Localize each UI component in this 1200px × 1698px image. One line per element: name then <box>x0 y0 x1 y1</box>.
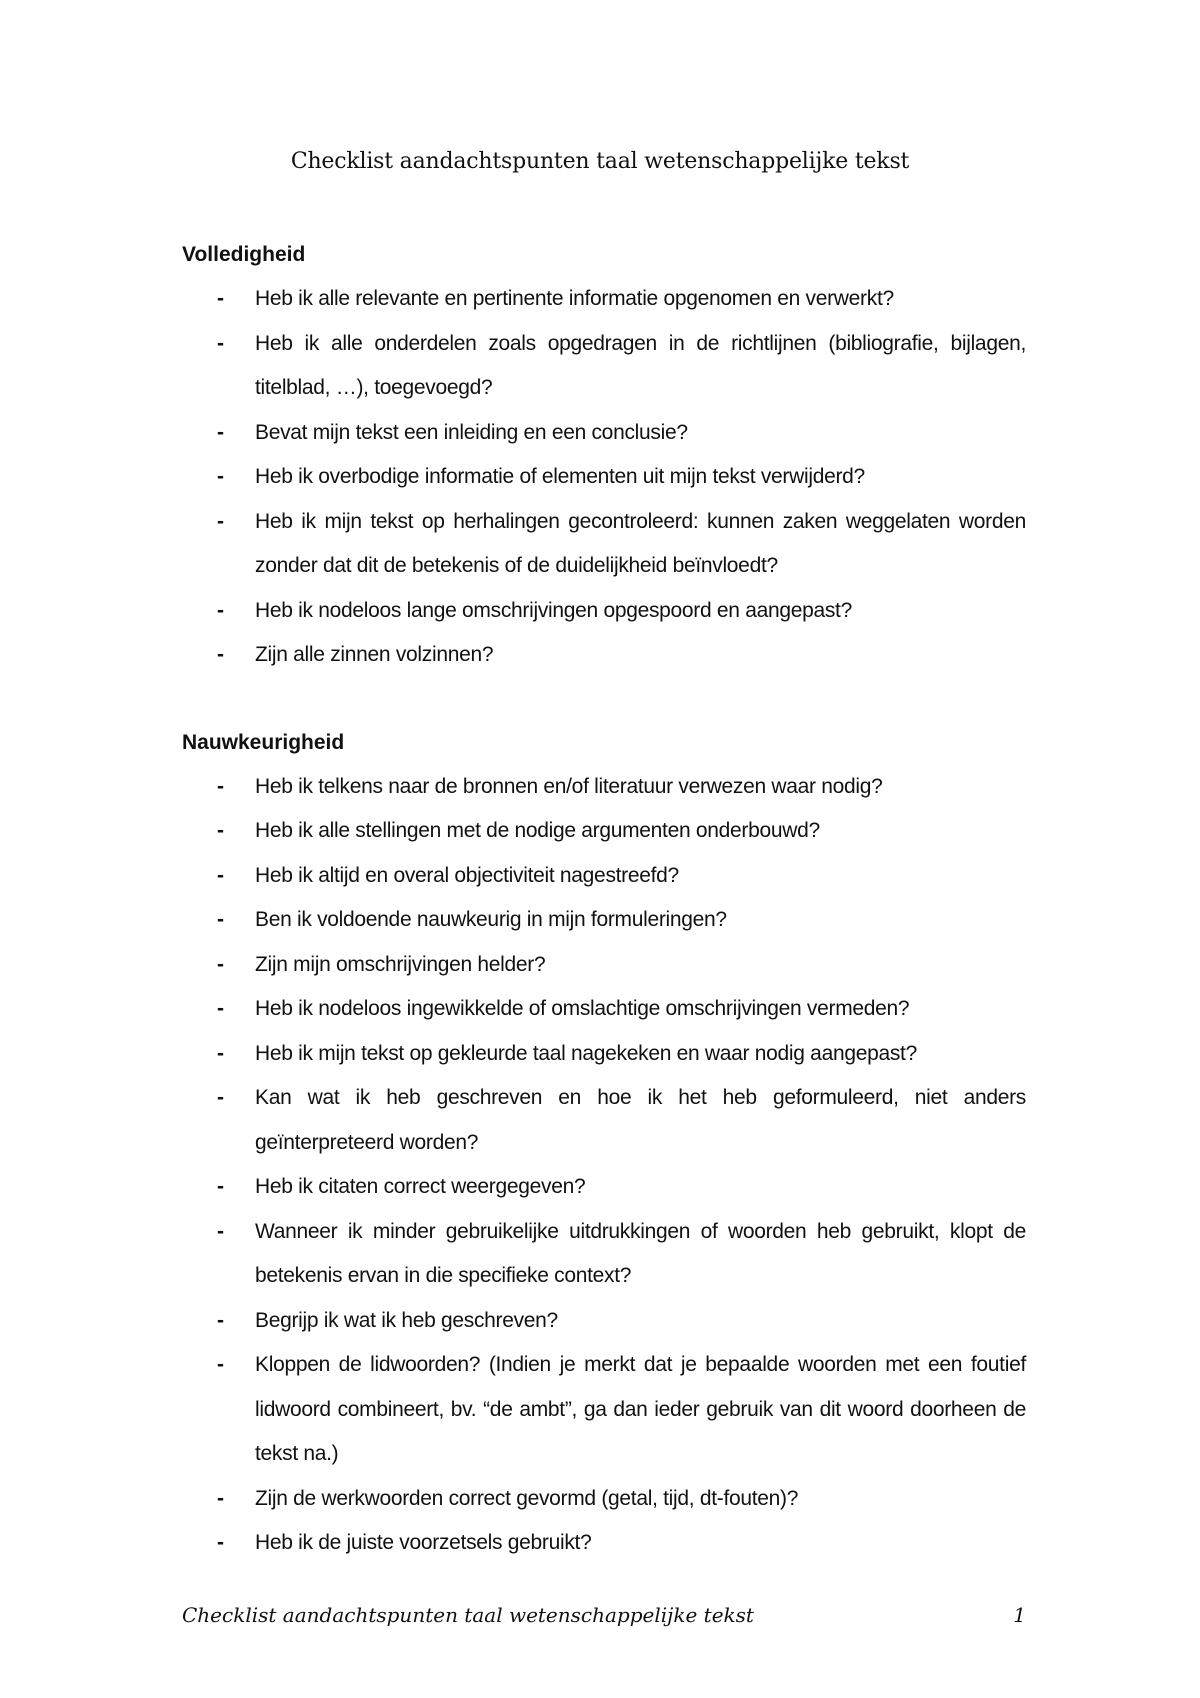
checklist-item <box>182 1343 1026 1477</box>
checklist-item-text: Zijn de werkwoorden correct gevormd (getal, tijd, dt-fouten)? <box>255 1486 799 1510</box>
checklist-item-text: Heb ik altijd en overal objectiviteit nagestreefd? <box>255 863 679 887</box>
checklist-item <box>182 1521 1026 1566</box>
checklist-item-text: Heb ik alle stellingen met de nodige argumenten onderbouwd? <box>255 819 820 842</box>
checklist-item <box>182 943 1026 988</box>
checklist-item-text: Heb ik citaten correct weergegeven? <box>255 1175 586 1198</box>
checklist-item-text: Heb ik alle relevante en pertinente informatie opgenomen en verwerkt? <box>255 287 894 310</box>
bullet-dash: - <box>217 997 224 1020</box>
bullet-dash: - <box>217 1219 224 1243</box>
bullet-dash: - <box>217 1486 224 1510</box>
bullet-dash: - <box>217 863 224 887</box>
checklist-item-text: Wanneer ik minder gebruikelijke uitdrukkingen of woorden heb gebruikt, klopt de betekenis ervan in die specifieke context? <box>255 1219 1026 1287</box>
checklist-item <box>182 1076 1026 1165</box>
section-heading: Volledigheid <box>182 243 306 266</box>
bullet-dash: - <box>217 1086 224 1109</box>
checklist-item-text: Kloppen de lidwoorden? (Indien je merkt dat je bepaalde woorden met een foutief lidwoord combineert, bv. “de ambt”, ga dan ieder gebruik van dit woord doorheen de tekst na.) <box>255 1353 1026 1465</box>
checklist-item-text: Zijn alle zinnen volzinnen? <box>255 643 494 666</box>
section-nauwkeurigheid <box>182 721 1026 1566</box>
bullet-dash: - <box>217 287 224 310</box>
checklist <box>182 765 1026 1566</box>
footer-text: Checklist aandachtspunten taal wetenschappelijke tekst <box>182 1603 754 1627</box>
bullet-dash: - <box>217 1531 224 1554</box>
page-footer <box>182 1600 1026 1630</box>
checklist-item-text: Heb ik telkens naar de bronnen en/of literatuur verwezen waar nodig? <box>255 774 883 798</box>
bullet-dash: - <box>217 1353 224 1376</box>
checklist-item-text: Heb ik de juiste voorzetsels gebruikt? <box>255 1531 592 1554</box>
section-spacer <box>182 678 1026 721</box>
bullet-dash: - <box>217 509 224 533</box>
checklist-item <box>182 500 1026 589</box>
page-number: 1 <box>1013 1603 1026 1627</box>
checklist-item <box>182 765 1026 810</box>
checklist-item <box>182 322 1026 411</box>
checklist-item-text: Heb ik overbodige informatie of elementen uit mijn tekst verwijderd? <box>255 465 865 488</box>
checklist-item <box>182 411 1026 456</box>
checklist-item <box>182 854 1026 899</box>
checklist-item-text: Begrijp ik wat ik heb geschreven? <box>255 1308 558 1332</box>
bullet-dash: - <box>217 774 224 798</box>
checklist-item-text: Heb ik mijn tekst op herhalingen gecontroleerd: kunnen zaken weggelaten worden zonder dat dit de betekenis of de duidelijkheid beïnvloedt? <box>255 509 1026 577</box>
bullet-dash: - <box>217 465 224 488</box>
bullet-dash: - <box>217 420 224 444</box>
checklist-item <box>182 589 1026 634</box>
checklist-item-text: Heb ik mijn tekst op gekleurde taal nagekeken en waar nodig aangepast? <box>255 1041 917 1065</box>
bullet-dash: - <box>217 908 224 931</box>
checklist-item-text: Bevat mijn tekst een inleiding en een conclusie? <box>255 420 688 444</box>
checklist-item <box>182 633 1026 678</box>
checklist-item <box>182 1299 1026 1344</box>
checklist-item-text: Ben ik voldoende nauwkeurig in mijn formuleringen? <box>255 908 727 931</box>
checklist-item-text: Heb ik nodeloos lange omschrijvingen opgespoord en aangepast? <box>255 598 852 622</box>
bullet-dash: - <box>217 819 224 842</box>
document-title: Checklist aandachtspunten taal wetenschappelijke tekst <box>290 149 910 174</box>
bullet-dash: - <box>217 952 224 976</box>
bullet-dash: - <box>217 1308 224 1332</box>
bullet-dash: - <box>217 331 224 355</box>
checklist-item-text: Zijn mijn omschrijvingen helder? <box>255 952 546 976</box>
checklist-item <box>182 898 1026 943</box>
checklist-item <box>182 1165 1026 1210</box>
checklist-item-text: Heb ik nodeloos ingewikkelde of omslachtige omschrijvingen vermeden? <box>255 997 910 1020</box>
checklist-item <box>182 1477 1026 1522</box>
section-volledigheid <box>182 233 1026 678</box>
bullet-dash: - <box>217 1041 224 1065</box>
checklist-item-text: Kan wat ik heb geschreven en hoe ik het heb geformuleerd, niet anders geïnterpreteerd worden? <box>255 1086 1026 1154</box>
checklist-item <box>182 1032 1026 1077</box>
section-heading: Nauwkeurigheid <box>182 730 345 754</box>
checklist-item <box>182 455 1026 500</box>
bullet-dash: - <box>217 643 224 666</box>
checklist-item <box>182 809 1026 854</box>
bullet-dash: - <box>217 598 224 622</box>
checklist-item <box>182 277 1026 322</box>
document-body <box>182 233 1026 1566</box>
checklist-item <box>182 987 1026 1032</box>
checklist <box>182 277 1026 678</box>
checklist-item <box>182 1210 1026 1299</box>
checklist-item-text: Heb ik alle onderdelen zoals opgedragen in de richtlijnen (bibliografie, bijlagen, titelblad, …), toegevoegd? <box>255 331 1026 399</box>
bullet-dash: - <box>217 1175 224 1198</box>
